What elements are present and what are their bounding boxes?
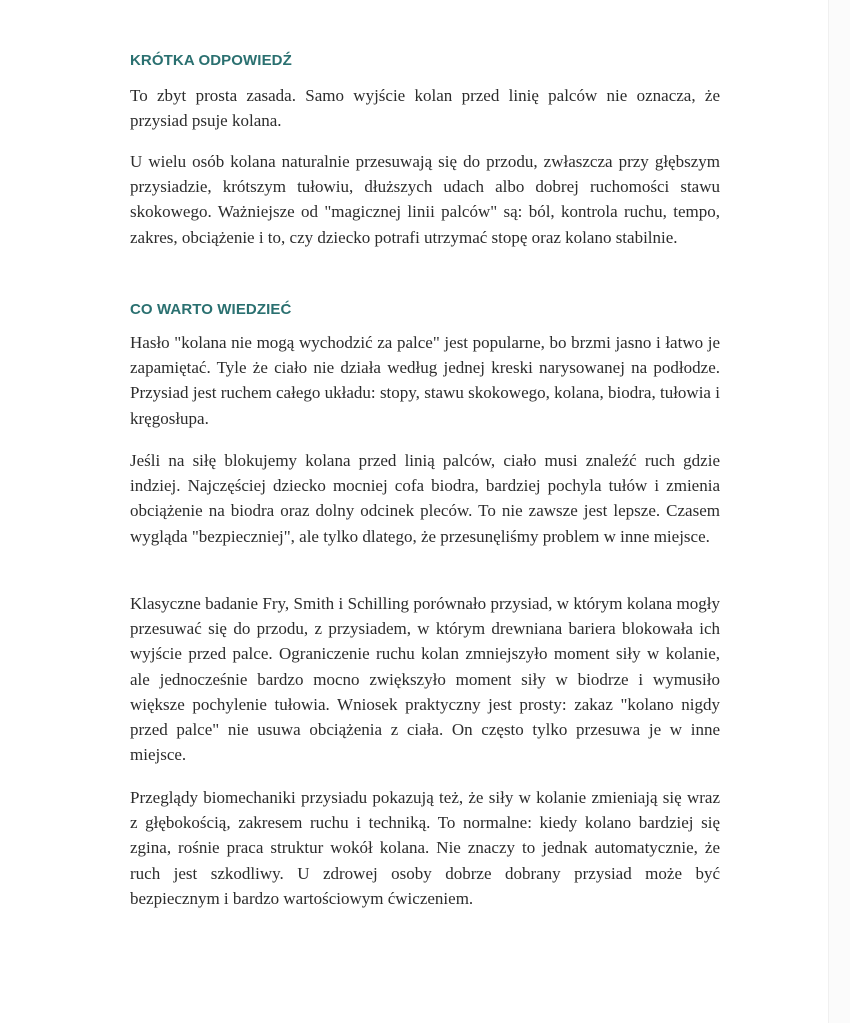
- section-heading-short-answer: KRÓTKA ODPOWIEDŹ: [130, 52, 292, 69]
- paragraph: U wielu osób kolana naturalnie przesuwają się do przodu, zwłaszcza przy głębszym przysiadzie, krótszym tułowiu, dłuższych udach albo dobrej ruchomości stawu skokowego. Ważniejsze od "magicznej linii palców" są: ból, kontrola ruchu, tempo, zakres, obciążenie i to, czy dziecko potrafi utrzymać stopę oraz kolano stabilnie.: [130, 152, 720, 247]
- section-heading-what-to-know: CO WARTO WIEDZIEĆ: [130, 301, 292, 318]
- paragraph: Hasło "kolana nie mogą wychodzić za palce" jest popularne, bo brzmi jasno i łatwo je zapamiętać. Tyle że ciało nie działa według jednej kreski narysowanej na podłodze. Przysiad jest ruchem całego układu: stopy, stawu skokowego, kolana, biodra, tułowia i kręgosłupa.: [130, 333, 720, 428]
- paragraph: Przeglądy biomechaniki przysiadu pokazują też, że siły w kolanie zmieniają się wraz z głębokością, zakresem ruchu i techniką. To normalne: kiedy kolano bardziej się zgina, rośnie praca struktur wokół kolana. Nie znaczy to jednak automatycznie, że ruch jest szkodliwy. U zdrowej osoby dobrze dobrany przysiad może być bezpiecznym i bardzo wartościowym ćwiczeniem.: [130, 788, 720, 908]
- paragraph: Jeśli na siłę blokujemy kolana przed linią palców, ciało musi znaleźć ruch gdzie indziej. Najczęściej dziecko mocniej cofa biodra, bardziej pochyla tułów i zmienia obciążenie na biodra oraz dolny odcinek pleców. To nie zawsze jest lepsze. Czasem wygląda "bezpieczniej", ale tylko dlatego, że przesunęliśmy problem w inne miejsce.: [130, 451, 720, 546]
- paragraph: To zbyt prosta zasada. Samo wyjście kolan przed linię palców nie oznacza, że przysiad psuje kolana.: [130, 86, 720, 131]
- paragraph: Klasyczne badanie Fry, Smith i Schilling porównało przysiad, w którym kolana mogły przesuwać się do przodu, z przysiadem, w którym drewniana bariera blokowała ich wyjście przed palce. Ograniczenie ruchu kolan zmniejszyło moment siły w kolanie, ale jednocześnie bardzo mocno zwiększyło moment siły w biodrze i wymusiło większe pochylenie tułowia. Wniosek praktyczny jest prosty: zakaz "kolano nigdy przed palce" nie usuwa obciążenia z ciała. On często tylko przesuwa je w inne miejsce.: [130, 594, 720, 765]
- page-edge-divider: [828, 0, 829, 1023]
